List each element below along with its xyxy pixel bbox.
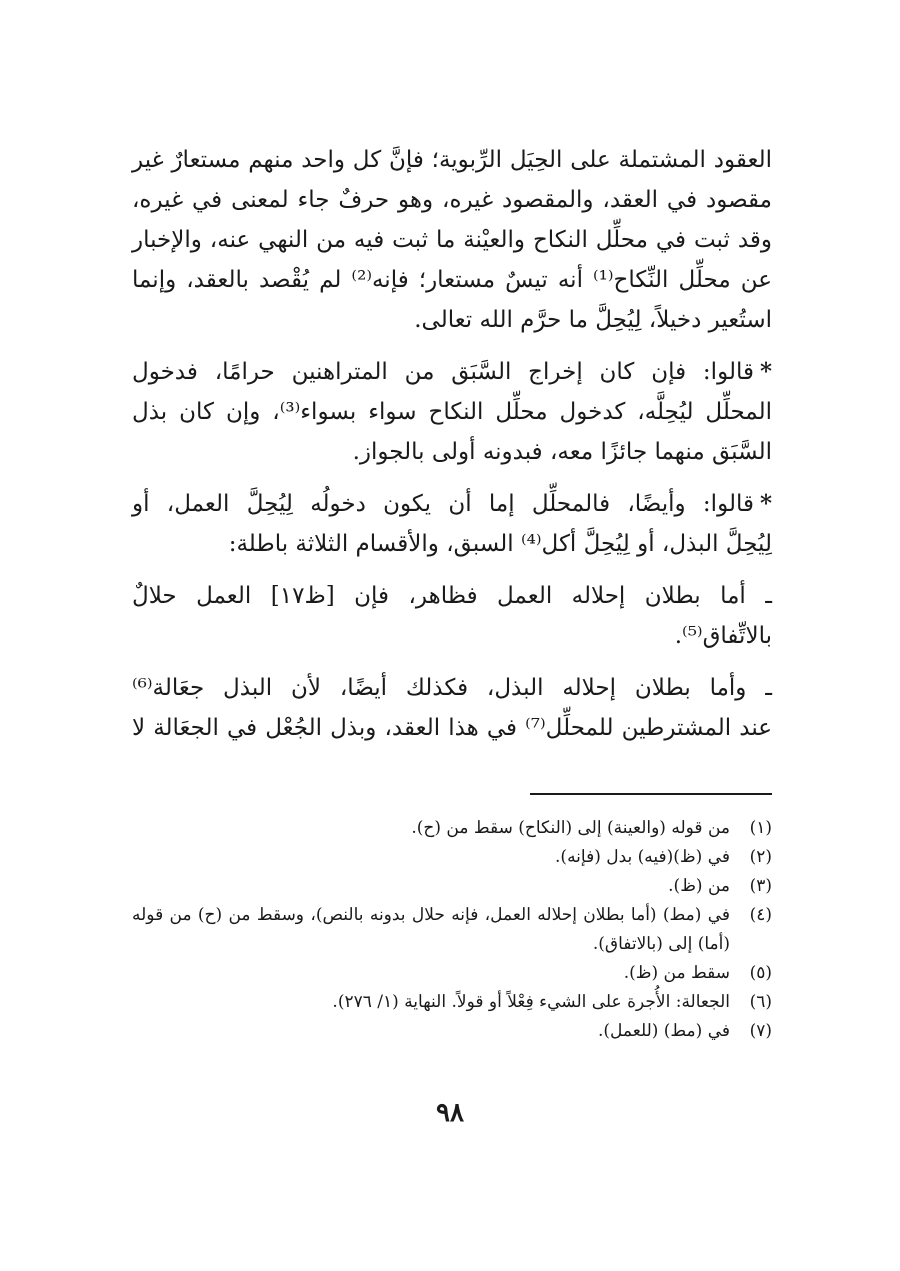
footnote-number: (٧) — [749, 1021, 772, 1041]
text-line: السَّبَق منهما جائزًا معه، فبدونه أولى بالجواز. — [352, 439, 772, 465]
footnote-number: (٢) — [749, 847, 772, 867]
main-text — [132, 140, 772, 760]
footnote-item — [132, 959, 772, 988]
footnote-number: (١) — [749, 818, 772, 838]
paragraph-5 — [132, 668, 772, 748]
footnote-number: (٥) — [749, 963, 772, 983]
footnote-number: (٤) — [749, 905, 772, 925]
paragraph-3 — [132, 484, 772, 564]
asterisk-bullet: * — [759, 490, 772, 517]
footnote-text: في (مط) (أما بطلان إحلاله العمل، فإنه حلال بدونه بالنص)، وسقط من (ح) من قوله (أما) إلى (بالاتفاق). — [132, 905, 730, 954]
paragraph-4 — [132, 576, 772, 656]
text-line: عند المشترطين للمحلِّل⁽⁷⁾ في هذا العقد، وبذل الجُعْل في الجعَالة لا — [132, 715, 772, 741]
footnote-item — [132, 814, 772, 843]
page-number: ٩٨ — [436, 1098, 464, 1128]
text-line-content: قالوا: فإن كان إخراج السَّبَق من المتراهنين حرامًا، فدخول — [132, 359, 754, 385]
footnotes — [132, 814, 772, 1046]
text-line: ـ وأما بطلان إحلاله البذل، فكذلك أيضًا، لأن البذل جعَالة⁽⁶⁾ — [132, 675, 772, 701]
text-line-content: قالوا: وأيضًا، فالمحلِّل إما أن يكون دخولُه لِيُحِلَّ العمل، أو — [132, 491, 754, 517]
text-line: استُعير دخيلاً، لِيُحِلَّ ما حرَّم الله تعالى. — [414, 307, 772, 333]
text-line: العقود المشتملة على الحِيَل الرِّبوية؛ فإنَّ كل واحد منهم مستعارٌ غير — [132, 147, 772, 173]
text-line — [132, 484, 772, 524]
footnote-item — [132, 901, 772, 959]
text-line — [132, 352, 772, 392]
footnote-item — [132, 988, 772, 1017]
footnote-text: الجعالة: الأُجرة على الشيء فِعْلاً أو قولاً. النهاية (١/ ٢٧٦). — [332, 992, 730, 1012]
text-line: مقصود في العقد، والمقصود غيره، وهو حرفٌ جاء لمعنى في غيره، — [132, 187, 772, 213]
footnote-text: سقط من (ظ). — [623, 963, 730, 983]
text-line: المحلِّل ليُحِلَّه، كدخول محلِّل النكاح سواء بسواء⁽³⁾، وإن كان بذل — [132, 399, 772, 425]
footnote-item — [132, 843, 772, 872]
footnote-text: في (ظ)(فيه) بدل (فإنه). — [555, 847, 730, 867]
footnote-text: من قوله (والعينة) إلى (النكاح) سقط من (ح). — [411, 818, 730, 838]
footnote-item — [132, 1017, 772, 1046]
footnote-number: (٣) — [749, 876, 772, 896]
text-line: وقد ثبت في محلِّل النكاح والعيْنة ما ثبت فيه من النهي عنه، والإخبار — [132, 227, 772, 253]
footnote-text: من (ظ). — [668, 876, 730, 896]
footnote-number: (٦) — [749, 992, 772, 1012]
footnote-separator — [530, 793, 772, 795]
asterisk-bullet: * — [759, 358, 772, 385]
text-line: لِيُحِلَّ البذل، أو لِيُحِلَّ أكل⁽⁴⁾ السبق، والأقسام الثلاثة باطلة: — [228, 531, 772, 557]
text-line: عن محلِّل النِّكاح⁽¹⁾ أنه تيسٌ مستعار؛ فإنه⁽²⁾ لم يُقْصد بالعقد، وإنما — [132, 267, 772, 293]
paragraph-2 — [132, 352, 772, 472]
footnote-text: في (مط) (للعمل). — [598, 1021, 730, 1041]
footnote-item — [132, 872, 772, 901]
text-line: بالاتِّفاق⁽⁵⁾. — [674, 623, 772, 649]
paragraph-1 — [132, 140, 772, 340]
text-line: ـ أما بطلان إحلاله العمل فظاهر، فإن [ظ١٧] العمل حلالٌ — [132, 583, 772, 609]
